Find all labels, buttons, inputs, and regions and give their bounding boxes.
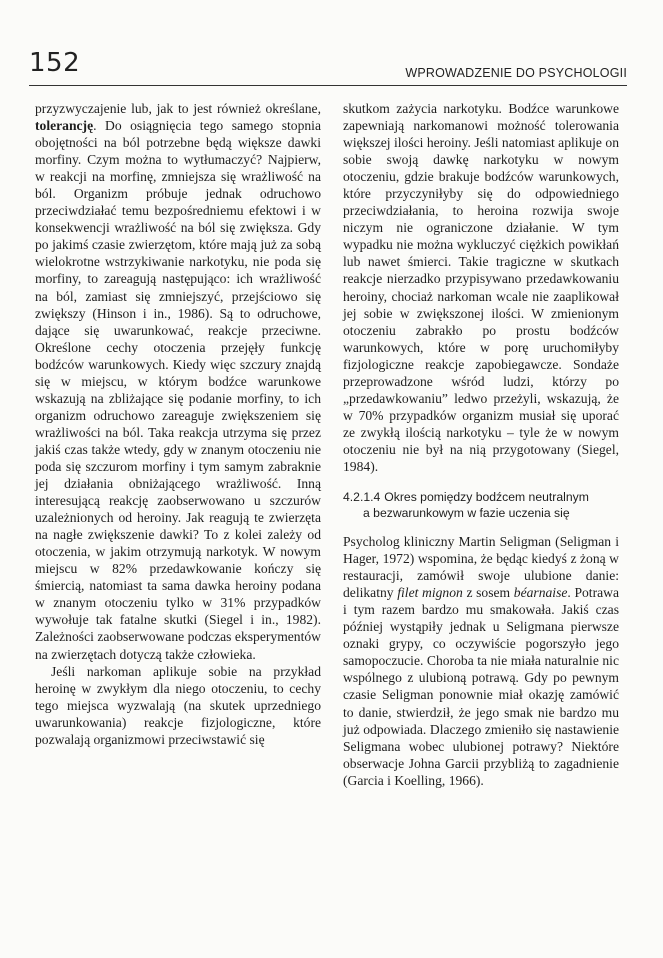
section-title-line2: a bezwarunkowym w fazie uczenia się (363, 506, 570, 521)
right-column (343, 100, 619, 789)
term-tolerance: tolerancję (35, 118, 94, 134)
paragraph: przyzwyczajenie lub, jak to jest również określane, tolerancję. Do osiągnięcia tego samego stopnia obojętności na ból potrzebne będą większe dawki morfiny. Czym można to wytłumaczyć? Najpierw, w reakcji na morfinę, zmniejsza się wrażliwość na ból. Organizm próbuje jednak odruchowo przeciwdziałać temu bezpośredniemu efektowi i w konsekwencji wrażliwość na ból się zwiększa. Gdy po jakimś czasie zwierzętom, które mają już za sobą wielokrotne wstrzykiwanie narkotyku, nie poda się morfiny, to zareagują następująco: ich wrażliwość na ból, zamiast się zmniejszyć, przejściowo się zwiększy (Hinson i in., 1986). Są to odruchowe, dające się uwarunkować, reakcje przeciwne. Określone cechy otoczenia przejęły funkcję bodźców warunkowych. Kiedy więc szczury znajdą się w miejscu, w którym bodźce warunkowe wskazują na zbliżające się podanie morfiny, to ich organizm odruchowo zareaguje zwiększeniem się wrażliwości na ból. Taka reakcja utrzyma się przez jakiś czas także wtedy, gdy w znanym otoczeniu nie poda się szczurom morfiny i tym samym zabraknie jej działania obniżającego wrażliwość. Inną interesującą reakcję zaobserwowano u szczurów uzależnionych od heroiny. Jak reagują te zwierzęta na nagłe zwiększenie dawki? To z kolei zależy od otoczenia, w jakim otrzymują narkotyk. W nowym miejscu w 82% przedawkowanie kończy się śmiercią, natomiast ta sama dawka heroiny podana w znanym otoczeniu tylko w 31% przypadków wywołuje tak fatalne skutki (Siegel i in., 1982). Zależności zaobserwowane podczas eksperymentów na zwierzętach dotyczą także człowieka. (35, 101, 321, 662)
section-number: 4.2.1.4 (343, 490, 381, 505)
section-title-line1: Okres pomiędzy bodźcem neutralnym (384, 490, 589, 505)
section-heading (343, 489, 619, 521)
paragraph: skutkom zażycia narkotyku. Bodźce warunkowe zapewniają narkomanowi możność tolerowania większej ilości heroiny. Jeśli natomiast aplikuje on sobie swoją dawkę narkotyku w nowym otoczeniu, gdzie brakuje bodźców warunkowych, które przyczyniłyby się do odpowiedniego przeciwdziałania, to heroina rozwija swoje niczym nie ograniczone działanie. W tym wypadku nie można wykluczyć ciężkich powikłań lub nawet śmierci. Takie tragiczne w skutkach reakcje nierzadko przypisywano przedawkowaniu heroiny, chociaż narkoman wcale nie zaaplikował jej sobie w zwiększonej ilości. W zmienionym otoczeniu zabrakło po prostu bodźców warunkowych, które w porę uruchomiłyby fizjologiczne reakcje zapobiegawcze. Sondaże przeprowadzone wśród ludzi, którzy po „przedawkowaniu” ledwo przeżyli, wskazują, że w 70% przypadków organizm musiał się uporać ze zwykłą ilością narkotyku – tyle że w nowym otoczeniu nie był na nią przygotowany (Siegel, 1984). (343, 101, 619, 474)
header-rule (29, 85, 627, 86)
page-number: 152 (29, 48, 81, 78)
italic-term: béarnaise (513, 585, 568, 601)
italic-term: filet mignon (397, 585, 463, 601)
running-head: WPROWADZENIE DO PSYCHOLOGII (405, 66, 627, 80)
left-column (35, 100, 321, 748)
paragraph: Jeśli narkoman aplikuje sobie na przykład heroinę w zwykłym dla niego otoczeniu, to cechy tego miejsca wyzwalają (na skutek uprzedniego uwarunkowania) reakcje fizjologiczne, które pozwalają organizmowi przeciwstawić się (35, 663, 321, 747)
paragraph: Psycholog kliniczny Martin Seligman (Seligman i Hager, 1972) wspomina, że będąc kiedyś z żoną w restauracji, zamówił swoje ulubione danie: delikatny filet mignon z sosem béarnaise. Potrawa i tym razem bardzo mu smakowała. Jakiś czas później wystąpiły jednak u Seligmana pierwsze oznaki grypy, co oczywiście pogorszyło jego samopoczucie. Choroba ta nie miała naturalnie nic wspólnego z ulubioną potrawą. Gdy po pewnym czasie Seligman ponownie miał okazję zamówić to danie, stwierdził, że jego smak nie bardzo mu już odpowiada. Dlaczego zmieniło się nastawienie Seligmana wobec ulubionej potrawy? Niektóre obserwacje Johna Garcii przybliżą to zagadnienie (Garcia i Koelling, 1966). (343, 534, 619, 788)
